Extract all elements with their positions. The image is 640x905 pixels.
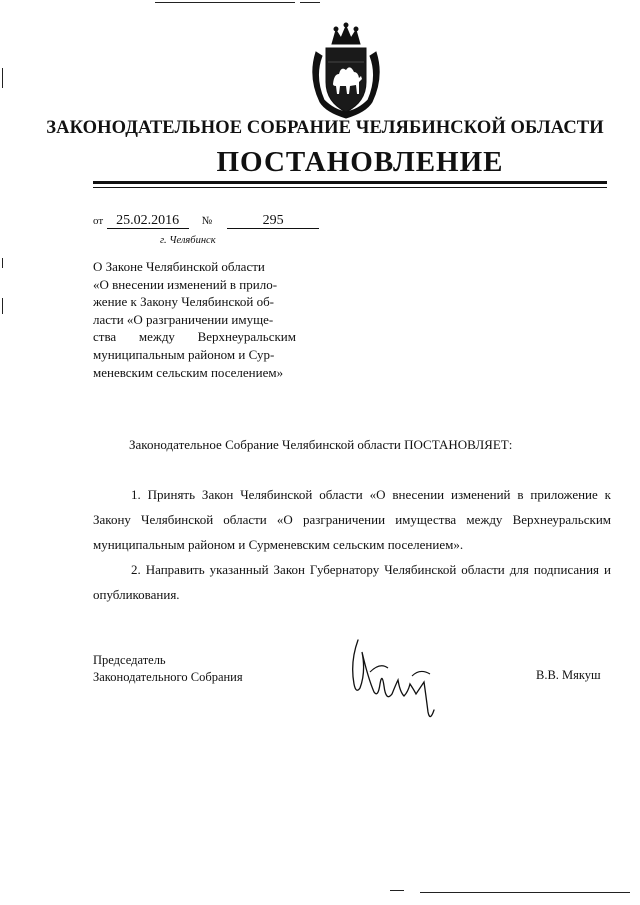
document-subject xyxy=(93,258,296,381)
decree-statement: Законодательное Собрание Челябинской области ПОСТАНОВЛЯЕТ: xyxy=(129,437,513,452)
scan-mark xyxy=(2,68,3,88)
position-line: Законодательного Собрания xyxy=(93,670,243,684)
organization-title: ЗАКОНОДАТЕЛЬНОЕ СОБРАНИЕ ЧЕЛЯБИНСКОЙ ОБЛАСТИ xyxy=(46,118,604,138)
subject-line: «О внесении изменений в прило- xyxy=(93,276,278,292)
scan-mark xyxy=(390,890,404,891)
scan-mark xyxy=(2,298,3,314)
city-label: г. Челябинск xyxy=(160,235,216,246)
handwritten-signature xyxy=(340,632,448,727)
signatory-name: В.В. Мякуш xyxy=(536,668,601,682)
document-date: 25.02.2016 xyxy=(107,213,189,229)
document-type-heading: ПОСТАНОВЛЕНИЕ xyxy=(216,146,504,178)
scan-mark xyxy=(2,258,3,268)
coat-of-arms-emblem xyxy=(306,22,386,122)
resolution-item-2-text: 2. Направить указанный Закон Губернатору Челябинской области для подписания и опубликования. xyxy=(93,562,611,602)
subject-line: меневским сельским поселением» xyxy=(93,364,284,380)
number-sign: № xyxy=(201,215,213,227)
date-prefix: от xyxy=(93,215,104,227)
subject-line: муниципальным районом и Сур- xyxy=(93,346,275,362)
scan-mark xyxy=(420,892,630,893)
header-divider xyxy=(93,181,607,184)
date-number-line xyxy=(93,213,319,229)
header-divider-thin xyxy=(93,187,607,188)
document-number: 295 xyxy=(227,213,319,229)
position-line: Председатель xyxy=(93,653,166,667)
signatory-position xyxy=(93,652,243,686)
resolution-item-1-text: 1. Принять Закон Челябинской области «О внесении изменений в приложение к Закону Челябинской области «О разграничении имущества между Верхнеуральским муниципальным районом и Сурменевским сельским поселением». xyxy=(93,487,611,552)
subject-line: ства между Верхнеуральским xyxy=(93,329,296,345)
subject-line: ласти «О разграничении имуще- xyxy=(93,311,274,327)
scan-mark xyxy=(155,2,295,3)
subject-line: жение к Закону Челябинской об- xyxy=(93,294,275,310)
resolution-item-2 xyxy=(93,557,611,607)
scan-mark xyxy=(300,2,320,3)
subject-line: О Законе Челябинской области xyxy=(93,259,265,274)
resolution-item-1 xyxy=(93,482,611,557)
